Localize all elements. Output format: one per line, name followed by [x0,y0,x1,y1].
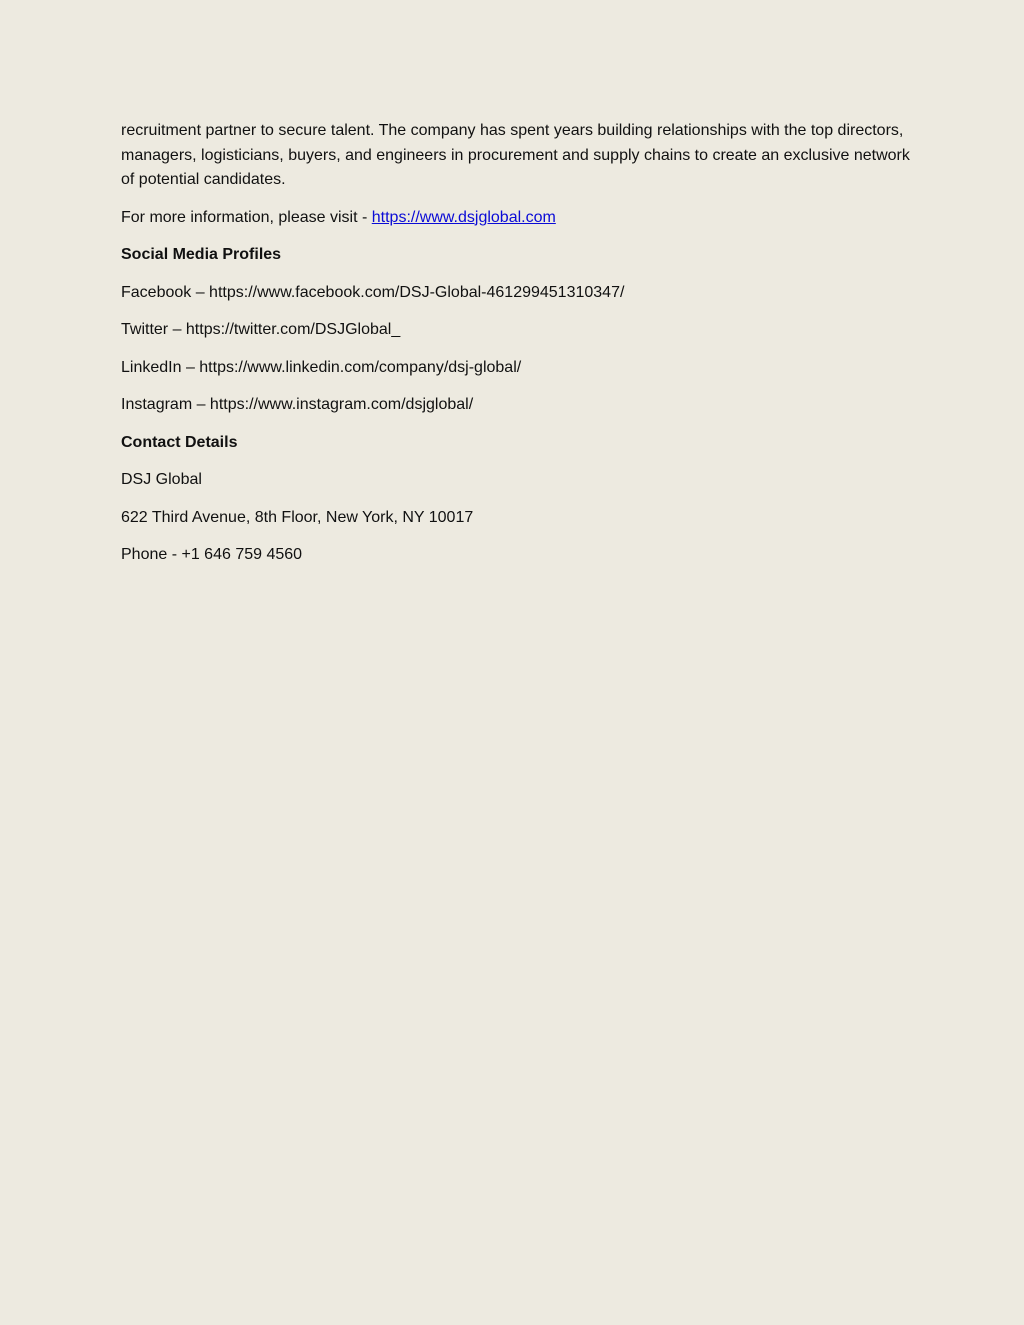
more-info-prefix: For more information, please visit - [121,208,372,226]
contact-details-heading: Contact Details [121,433,238,451]
instagram-line: Instagram – https://www.instagram.com/dsjglobal/ [121,396,474,413]
more-info-line [121,206,911,231]
website-link[interactable]: https://www.dsjglobal.com [371,208,556,226]
address-line: 622 Third Avenue, 8th Floor, New York, NY 10017 [121,508,474,526]
linkedin-line: LinkedIn – https://www.linkedin.com/company/dsj-global/ [121,358,522,376]
company-name: DSJ Global [121,471,202,488]
facebook-line: Facebook – https://www.facebook.com/DSJ-Global-461299451310347/ [121,283,625,301]
intro-paragraph: recruitment partner to secure talent. The company has spent years building relationships with the top directors, managers, logisticians, buyers, and engineers in procurement and supply chains to create an exclusive network of potential candidates. [121,122,910,188]
document-page [121,119,911,581]
twitter-line: Twitter – https://twitter.com/DSJGlobal_ [121,321,401,338]
social-media-heading: Social Media Profiles [121,246,282,263]
phone-line: Phone - +1 646 759 4560 [121,546,303,563]
